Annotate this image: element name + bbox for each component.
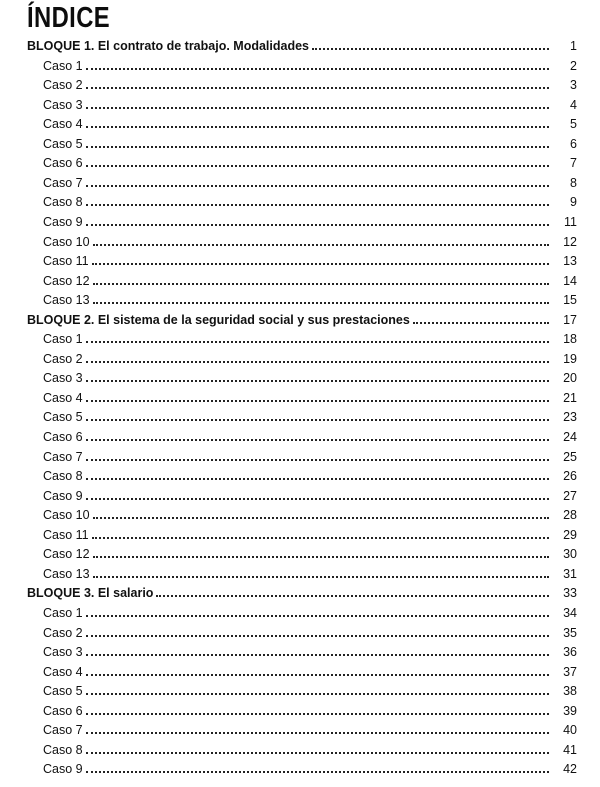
caso-entry — [43, 428, 577, 448]
caso-entry — [43, 193, 577, 213]
dot-leader — [93, 273, 549, 285]
dot-leader — [86, 429, 549, 441]
caso-entry — [43, 272, 577, 292]
page-title: ÍNDICE — [27, 2, 111, 34]
page-number: 9 — [570, 195, 577, 210]
caso-entry — [43, 682, 577, 702]
dot-leader — [86, 175, 549, 187]
dot-leader — [92, 253, 549, 265]
page-number: 39 — [563, 703, 577, 718]
page-number: 27 — [563, 488, 577, 503]
caso-label: Caso 8 — [43, 469, 83, 484]
caso-entry — [43, 408, 577, 428]
dot-leader — [312, 38, 549, 50]
page-number: 4 — [570, 97, 577, 112]
page-number: 14 — [563, 273, 577, 288]
dot-leader — [86, 370, 549, 382]
dot-leader — [86, 625, 549, 637]
page-number: 28 — [563, 508, 577, 523]
caso-entry — [43, 467, 577, 487]
page-number: 5 — [570, 117, 577, 132]
dot-leader — [93, 507, 549, 519]
dot-leader — [86, 58, 549, 70]
caso-label: Caso 9 — [43, 214, 83, 229]
dot-leader — [86, 351, 549, 363]
caso-label: Caso 12 — [43, 547, 90, 562]
dot-leader — [86, 449, 549, 461]
dot-leader — [86, 488, 549, 500]
page-number: 36 — [563, 645, 577, 660]
page-number: 42 — [563, 762, 577, 777]
dot-leader — [156, 585, 549, 597]
bloque-label: BLOQUE 3. El salario — [27, 586, 154, 601]
dot-leader — [86, 409, 549, 421]
caso-entry — [43, 545, 577, 565]
caso-entry — [43, 760, 577, 780]
page-number: 8 — [570, 175, 577, 190]
dot-leader — [86, 77, 549, 89]
caso-entry — [43, 330, 577, 350]
caso-label: Caso 1 — [43, 332, 83, 347]
dot-leader — [86, 664, 549, 676]
page-number: 17 — [563, 312, 577, 327]
caso-label: Caso 2 — [43, 625, 83, 640]
caso-label: Caso 5 — [43, 136, 83, 151]
caso-entry — [43, 291, 577, 311]
page-number: 12 — [563, 234, 577, 249]
caso-label: Caso 4 — [43, 664, 83, 679]
page-number: 1 — [570, 39, 577, 53]
bloque-entry — [27, 584, 577, 604]
page-number: 33 — [563, 586, 577, 601]
dot-leader — [86, 97, 549, 109]
caso-label: Caso 4 — [43, 390, 83, 405]
caso-label: Caso 3 — [43, 645, 83, 660]
dot-leader — [413, 312, 549, 324]
caso-label: Caso 2 — [43, 78, 83, 93]
page-number: 6 — [570, 136, 577, 151]
page-number: 41 — [563, 742, 577, 757]
page-number: 7 — [570, 156, 577, 171]
caso-entry — [43, 565, 577, 585]
caso-entry — [43, 604, 577, 624]
caso-label: Caso 6 — [43, 703, 83, 718]
caso-entry — [43, 76, 577, 96]
caso-label: Caso 9 — [43, 762, 83, 777]
page-number: 34 — [563, 605, 577, 620]
caso-label: Caso 8 — [43, 742, 83, 757]
caso-label: Caso 5 — [43, 410, 83, 425]
caso-label: Caso 6 — [43, 430, 83, 444]
caso-label: Caso 6 — [43, 156, 83, 171]
caso-label: Caso 3 — [43, 371, 83, 386]
caso-entry — [43, 643, 577, 663]
caso-entry — [43, 154, 577, 174]
caso-label: Caso 13 — [43, 566, 90, 581]
caso-entry — [43, 721, 577, 741]
caso-entry — [43, 702, 577, 722]
caso-label: Caso 11 — [43, 254, 89, 269]
page-number: 31 — [563, 566, 577, 581]
caso-entry — [43, 448, 577, 468]
caso-label: Caso 12 — [43, 273, 90, 288]
caso-entry — [43, 369, 577, 389]
caso-entry — [43, 741, 577, 761]
bloque-entry — [27, 37, 577, 57]
page-number: 3 — [570, 78, 577, 93]
dot-leader — [86, 683, 549, 695]
caso-label: Caso 8 — [43, 195, 83, 210]
caso-label: Caso 2 — [43, 351, 83, 366]
dot-leader — [86, 116, 549, 128]
caso-entry — [43, 233, 577, 253]
page-number: 19 — [563, 351, 577, 366]
page-number: 30 — [563, 547, 577, 562]
dot-leader — [93, 292, 549, 304]
caso-entry — [43, 57, 577, 77]
page-number: 24 — [563, 430, 577, 444]
page-number: 11 — [564, 214, 577, 229]
page-number: 18 — [563, 332, 577, 347]
dot-leader — [86, 194, 549, 206]
caso-entry — [43, 526, 577, 546]
caso-label: Caso 10 — [43, 234, 90, 249]
caso-entry — [43, 389, 577, 409]
dot-leader — [86, 761, 549, 773]
dot-leader — [86, 605, 549, 617]
dot-leader — [86, 742, 549, 754]
caso-label: Caso 7 — [43, 723, 83, 738]
caso-entry — [43, 115, 577, 135]
dot-leader — [93, 234, 549, 246]
caso-label: Caso 4 — [43, 117, 83, 132]
page-number: 35 — [563, 625, 577, 640]
caso-label: Caso 11 — [43, 527, 89, 542]
page-number: 23 — [563, 410, 577, 425]
caso-label: Caso 5 — [43, 684, 83, 699]
caso-label: Caso 3 — [43, 97, 83, 112]
caso-entry — [43, 174, 577, 194]
bloque-entry — [27, 311, 577, 331]
dot-leader — [86, 722, 549, 734]
caso-label: Caso 9 — [43, 488, 83, 503]
page-number: 29 — [563, 527, 577, 542]
page-number: 25 — [563, 449, 577, 464]
caso-label: Caso 7 — [43, 175, 83, 190]
caso-entry — [43, 624, 577, 644]
page-number: 2 — [570, 58, 577, 73]
dot-leader — [86, 703, 549, 715]
caso-label: Caso 7 — [43, 449, 83, 464]
page-number: 26 — [563, 469, 577, 484]
caso-entry — [43, 135, 577, 155]
page-number: 20 — [563, 371, 577, 386]
page-number: 38 — [563, 684, 577, 699]
caso-label: Caso 10 — [43, 508, 90, 523]
dot-leader — [86, 331, 549, 343]
bloque-label: BLOQUE 2. El sistema de la seguridad social y sus prestaciones — [27, 312, 410, 327]
caso-entry — [43, 252, 577, 272]
caso-entry — [43, 506, 577, 526]
dot-leader — [86, 214, 549, 226]
dot-leader — [86, 468, 549, 480]
caso-label: Caso 1 — [43, 605, 83, 620]
caso-entry — [43, 487, 577, 507]
caso-entry — [43, 96, 577, 116]
page-number: 40 — [563, 723, 577, 738]
bloque-label: BLOQUE 1. El contrato de trabajo. Modalidades — [27, 39, 309, 53]
dot-leader — [86, 644, 549, 656]
dot-leader — [86, 390, 549, 402]
dot-leader — [92, 527, 549, 539]
page-number: 21 — [563, 390, 577, 405]
page-number: 15 — [563, 293, 577, 308]
caso-label: Caso 1 — [43, 58, 83, 73]
caso-label: Caso 13 — [43, 293, 90, 308]
dot-leader — [93, 566, 549, 578]
dot-leader — [86, 136, 549, 148]
page-number: 37 — [563, 664, 577, 679]
dot-leader — [93, 546, 549, 558]
caso-entry — [43, 663, 577, 683]
page-number: 13 — [563, 254, 577, 269]
dot-leader — [86, 155, 549, 167]
caso-entry — [43, 213, 577, 233]
caso-entry — [43, 350, 577, 370]
